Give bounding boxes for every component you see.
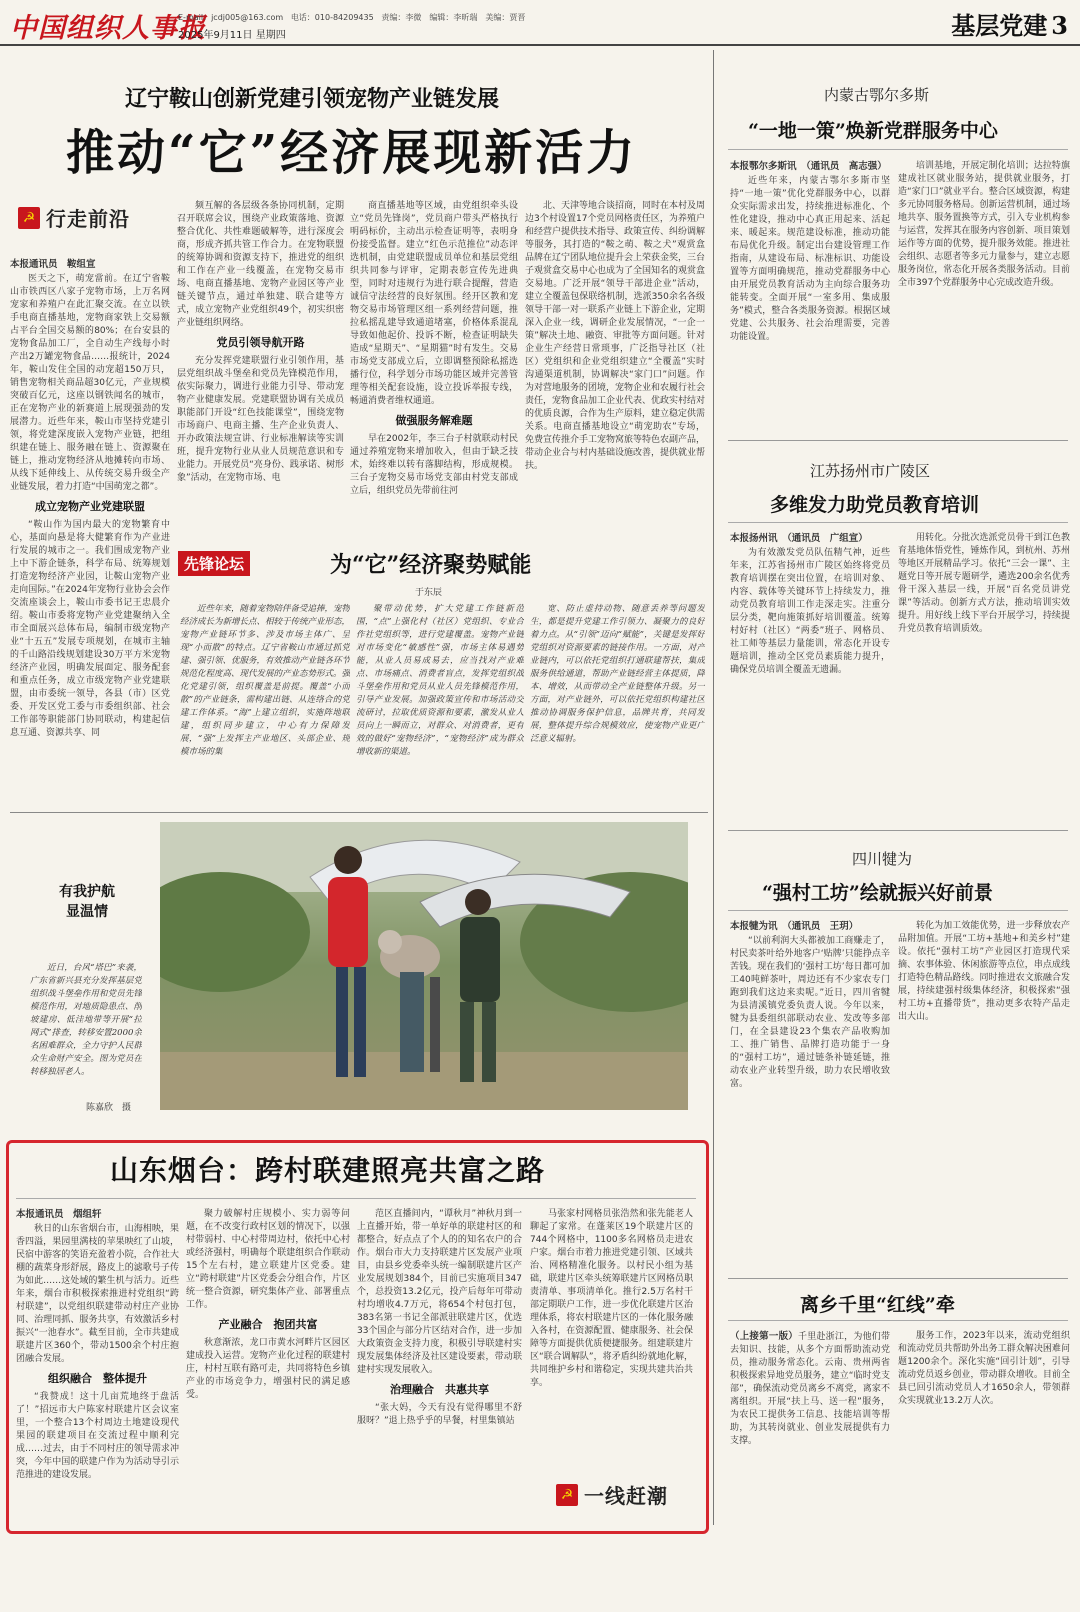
sichuan-kicker: 四川犍为 [852, 850, 913, 868]
lixiang-col1 [730, 1330, 890, 1525]
commentary-col3 [530, 603, 705, 799]
yantai-subhead-2: 产业融合 抱团共富 [218, 1318, 318, 1331]
main-story-byline: 本报通讯员 鞍组宣 [10, 259, 96, 270]
masthead-rule [0, 44, 1080, 46]
yangzhou-col2 [898, 532, 1070, 822]
main-story-subhead-3: 做强服务解难题 [395, 414, 473, 427]
yantai-subhead-1: 组织融合 整体提升 [48, 1372, 147, 1385]
main-story-col3 [350, 200, 518, 522]
yantai-section-label [556, 1480, 668, 1509]
section-name: 基层党建 [951, 11, 1048, 40]
photo-caption [30, 962, 142, 1096]
yantai-para: “张大妈，今天有没有觉得哪里不舒服呀？”退上热乎乎的早餐，村里集镇站 [357, 1403, 522, 1426]
yantai-col2 [186, 1208, 350, 1520]
sichuan-para: “以前利润大头都被加工商赚走了，村民卖茶叶给外地客户‘贴牌’只能挣点辛苦钱。现在我们的‘强村工坊’每日都可加工40吨鲜茶叶，周边还有不少家农专门跑到我们这边来卖呢。”近日，四川省犍为县清溪镇党委负责人说。今年以来，犍为县委组织部联动农业、发改等多部门，在全县建设23个集农产品收购加工、推广销售、品牌打造功能于一身的“强村工坊”，通过链条补链延链，推动农业产业转型升级，助力农民增收致富。 [730, 936, 890, 1089]
page-number: 3 [1051, 11, 1068, 40]
yangzhou-para: 为有效激发党员队伍精气神，近些年来，江苏省扬州市广陵区始终将党员教育培训摆在突出位置，在培训对象、内容、载体等关键环节上持续发力，推动党员教育培训工作走深走实。注重分层分类，靶向施策抓好培训覆盖。统筹村好村（社区）“两委”班子、网格员、社工师等基层力量能训，常态化开设专题培训，推动全区党员素质能力提升，确保党员培训全覆盖无遗漏。 [730, 548, 890, 675]
yantai-col4 [530, 1208, 693, 1463]
yangzhou-kicker: 江苏扬州市广陵区 [810, 462, 931, 480]
sichuan-headline: “强村工坊”绘就振兴好前景 [762, 882, 993, 904]
ordos-para: 近些年来，内蒙古鄂尔多斯市坚持“一地一策”优化党群服务中心，以群众实际需求出发，持续推进标准化、个性化建设，推动中心真正用起来、活起来、暖起来。规范建设标准，推动功能布局优化升级。制定出台建设管理工作指南，从建设布局、标准标识、功能设置等方面明确规范，推动党群服务中心由开展党员教育活动为主向综合服务功能转变。全面开展“一室多用、集成服务”模式，整合各类服务资源。根据区域党建、公共服务、社会治理需要，完善功能设置。 [730, 176, 890, 342]
main-story-para: 商直播基地等区域，由党组织牵头设立“党员先锋岗”，党员商户带头严格执行明码标价，主动出示检查证明等，表明身份接受监督。建立“红色示范推位”动态评选机制，由党建联盟成员单位和基层党组织共同参与评审，定期表彰宣传先进典型，同时对违规行为进行联合提醒，营造诚信守法经营的良好氛围。经开区教和宠物交易市场管理区组一系列经营问题，推拉私摇乱建导致通道堵塞，价格体系混乱导致如他起价、投诉不断，检查证明缺失造成“星期天”、“星期猫”时有发生。交易市场党支部成立后，立即调整预除私摇选播行位，科学划分市场功能区域并完善管理等相关配套设施，设立投诉举报专线，畅通消费者维权通道。 [350, 201, 518, 406]
photo-title-line-2: 显温情 [66, 904, 108, 920]
main-story-section-label [18, 203, 130, 232]
yantai-para: “我赞成！这十几亩荒地终于盘活了！”招远市大户陈家村联建片区会议室里，一个整合13个村周边土地建设现代果园的联建项目在交流过程中顺利完成……过去，由于不同村庄的领导需求冲突，今年中国的联建户作为为活动导引示范推进的建设发展。 [16, 1392, 179, 1480]
main-story-col4 [525, 200, 705, 522]
yantai-byline: 本报通讯员 烟组轩 [16, 1209, 102, 1220]
main-story-subhead-2: 党员引领导航开路 [216, 336, 305, 349]
main-story-col2 [177, 200, 344, 522]
sichuan-col2 [898, 920, 1070, 1270]
main-story-headline: 推动“它”经济展现新活力 [66, 125, 638, 181]
newspaper-logo: 中国组织人事报 [10, 13, 206, 44]
main-story-para: 频互解的各层级各条协同机制，定期召开联席会议，围绕产业政策落地、资源整合优化、共性难题破解等，进行深度会商，形成齐抓共管工作合力。在宠物联盟的统筹协调和资源支持下，推进党的组织和工作在产业一线覆盖，在宠物交易市场、电商直播基地、宠物产业园区等产业链关键节点，通过单独建、联合建等方式，成立宠物产业党组织49个，初实织密产业链组织网络。 [177, 201, 344, 328]
masthead-email: E-mail：jcdj005@163.com [178, 13, 284, 22]
commentary-label: 先锋论坛 [178, 551, 250, 576]
photo-title-line-1: 有我护航 [59, 884, 115, 900]
lixiang-col2 [898, 1330, 1070, 1525]
ordos-byline: 本报鄂尔多斯讯 （通讯员 高志强） [730, 161, 887, 172]
yantai-para: 秋意渐浓，龙口市黄水河畔片区园区建成投入运营。宠物产业化过程的联建村庄，村村互联有路可走，共同将特色乡镇产业的市场竞争力，增强村民的满足感受。 [186, 1338, 350, 1400]
lixiang-headline: 离乡千里“红线”牵 [800, 1294, 955, 1316]
main-story-para: 充分发挥党建联盟行业引领作用，基层党组织战斗堡垒和党员先锋模范作用，依实际聚力，调进行业能力引导、带动宠物产业健康发展。党建联盟协调有关成员职能部门开设“红色技能课堂”，围绕宠物市场商户、电商主播、生产企业负责人、开办政策法规宣讲、行业标准解读等实训班，提升宠物行业从业人员规范意识和专业能力。开展党员“亮身份、践承诺、树形象”活动，在宠物市场、电 [177, 356, 344, 483]
masthead-contact [178, 12, 525, 23]
section-label-text: 一线赶潮 [584, 1484, 668, 1508]
yantai-col1 [16, 1208, 179, 1520]
masthead [0, 0, 1080, 46]
commentary-title: 为“它”经济聚势赋能 [330, 552, 532, 578]
photo-credit: 陈嘉欣 摄 [86, 1103, 132, 1113]
lixiang-para: 服务工作，2023年以来，流动党组织和流动党员共帮助外出务工群众解决困难问题1200余个。深化实施“回引计划”，引导流动党员返乡创业，带动群众增收。目前全县已回引流动党员人才1650余人，带领群众实现就业13.2万人次。 [898, 1331, 1070, 1406]
sichuan-bottom-rule [728, 1278, 1068, 1279]
yantai-headline: 山东烟台：跨村联建照亮共富之路 [110, 1154, 546, 1187]
yantai-para: 聚力破解村庄规模小、实力弱等问题，在不改变行政村区划的情况下，以强村带弱村、中心村带周边村，依托中心村或经济强村，明确每个联建组织合作联动15个左右村，建立联建片区党委。建立“跨村联建”片区党委会分组合作，片区统一整合资源，研究集体产业、部署重点工作。 [186, 1209, 350, 1310]
main-story-para: 北、天津等地合谈招商，同时在本村及周边3个村设置17个党员网格责任区，为养殖户和经营户提供技术指导、政策宣传、纠纷调解等服务，其打造的“鞍之萌、鞍之犬”观赏盒品牌在辽宁团队地位提升会上荣获金奖，三台子观赏盒交易中心也成为了全国知名的观赏盒交易地。广泛开展“领导干部进企业”活动，建立全覆盖包保联络机制，选派350余名各级领导干部一对一联系产业链上下游企业，定期深入企业一线，调研企业发展情况，“一企一策”解决土地、融资、审批等方面问题。针对企业生产经营日常琐事，广泛指导社区（社区）党组织和企业党组织建立“全覆盖”实时沟通渠道机制，协调解决“家门口”问题。作为对营地服务的团境，宠物企业和农履行社会责任，宠物食品加工企业代表、优政实村结对的优质良源，合作为生产原料，建立稳定供需关系。电商直播基地设立“萌宠助农”专场，免费宣传推介手工宠物窝旅等特色农副产品，带动企业合与村内基础设施改善，提供就业帮扶。 [525, 201, 705, 471]
ordos-col1 [730, 160, 890, 430]
news-photo-illustration [160, 822, 688, 1110]
yangzhou-col1 [730, 532, 890, 822]
lixiang-para [730, 1330, 890, 1448]
commentary-col2 [356, 603, 524, 799]
photo-caption-text: 近日，台风“塔巴”来袭，广东省新兴县充分发挥基层党组织战斗堡垒作用和党员先锋模范作用，对地质隐患点、削坡建房、低洼地带等开展“拉网式”排查，转移安置2000余名困难群众，全力守护人民群众生命财产安全。图为党员在转移独居老人。 [30, 963, 142, 1077]
masthead-phone: 电话：010-84209435 [290, 13, 374, 22]
ordos-headline: “一地一策”焕新党群服务中心 [748, 120, 998, 142]
section-title [951, 6, 1068, 41]
yantai-para: 马张家村网格员张浩然和张先能老人聊起了家常。在蓬莱区19个联建片区的744个网格中，1100多名网格员走进农户家。烟台市着力推进党建引领、区域共治、网格精准化服务。以村民小组为基础，联建片区牵头统筹联建片区网格员职责清单、事项清单化。推行2.5万名村干部定期联户工作，进一步优化联建片区治理体系，将农村联建片区的一体化服务融入各村，在资源配置、健康服务、社会保障等方面提供优质便捷服务。组建联建片区“联合调解队”，将矛盾纠纷就地化解，共同维护乡村和谐稳定，实现共建共治共享。 [530, 1209, 693, 1388]
party-emblem-icon: ☭ [556, 1484, 578, 1506]
commentary-para: 聚带动优势，扩大党建工作链新范围，“点”上强化村（社区）党组织、专业合作社党组织等，进行党建覆盖。宠物产业链对市场变化“敏感性”强，市场主体易遇势能，从业人员易成易去，应当找对产业难点、市场痛点、消费者盲点，发挥党组织战斗堡垒作用和党员从业人员先锋模范作用，引导产业发展。加强政策宣传和市场活动交流研讨，拉取优质资源和要素，激发从业人员向上一瞬而立，对群众、对消费者，更有效的做好“宠物经济”，“宠物经济”成为群众增收新的渠道。 [356, 604, 524, 757]
ordos-col2 [898, 160, 1070, 430]
commentary-para: 宽、防止虚持动物、随意丢养等问题发生，都是提升党建工作引领力、凝聚力的良好着力点。从“引领”迈向“赋能”，关键是发挥好党组织对资源要素的链接作用。一方面，对产业链内，可以依托党组织打通联建帮扶，集成服务供给通道，帮助产业链经营主体提质，降本、增效，从而带动全产业链整体升级。另一方面，对产业链外，可以依托党组织构建社区推动协调服务保护信息，品牌共育，共同发展，整体提升综合规模效应，使宠物产业更广泛意义辐射。 [530, 604, 705, 744]
yangzhou-para: 用转化。分批次选派党员骨干到江色教育基地体悟党性，锤炼作风，到杭州、苏州等地区开展精品学习。依托“三会一课”、主题党日等开展专题研学，遴选200余名优秀骨干深入基层一线，开展“百名党员讲党课”等活动。创新方式方法，推动培训实效提升。用好线上线下平台开展学习，持续提升党员教育培训质效。 [898, 533, 1070, 634]
main-story-kicker: 辽宁鞍山创新党建引领宠物产业链发展 [125, 86, 500, 112]
ordos-kicker: 内蒙古鄂尔多斯 [824, 86, 930, 104]
yangzhou-byline: 本报扬州讯 （通讯员 广组宣） [730, 533, 868, 544]
news-photo [160, 822, 688, 1110]
commentary-para: 近些年来，随着宠物陪伴备受追捧，宠物经济成长为新增长点、相较于传统产业形态，宠物产业链环节多、涉及市场主体广、呈现“小而散”的特点。辽宁省鞍山市通过抓党建、强引领、优服务，有效推动产业链各环节规范化程度高、现代发展的产业态势形式。强化党建引领，组织覆盖是前提。覆盖“小而散”的产业链条，需构建出链、从连络合的党建工作体系。“海”上建立组织，实施阵地联建，组织同步建立，中心有力保障发展，“强”上发挥主产业地区、头部企业、规模市场的集 [180, 604, 350, 757]
sichuan-rule [728, 910, 1068, 911]
ordos-bottom-rule [728, 440, 1068, 441]
main-story-para: 早在2002年，李三台子村就联动村民通过养殖宠物来增加收入，但由于缺乏技术，始终难以转有落脚结构，形成规模。三台子宠物交易市场党支部由村党支部成立后，组织党员先带前往河 [350, 434, 518, 496]
lixiang-rule [728, 1320, 1068, 1321]
yangzhou-bottom-rule [728, 830, 1068, 831]
party-emblem-icon: ☭ [18, 207, 40, 229]
yantai-para: 范区直播间内，“谭秋月”神秋月到一上直播开始，带一单好单的联建村区的和都整合，好点点了个人的的知名农户的合作。烟台市大力支持联建片区发展产业项目，由县乡党委牵头统一编制联建片区产业发展规划384个，目前已实施项目347个，总投资13.2亿元，投产后每年可带动村均增收4.7万元，将654个村包打包，383名第一书记全部派驻联建片区，优选33个国企与部分片区结对合作，进一步加大政策资金支持力度，积极引导联建村实现发展集体经济及社区建设要素，带动联建村实现发展收入。 [357, 1209, 522, 1375]
photo-title [42, 882, 132, 922]
yantai-headline-rule [16, 1198, 696, 1199]
yantai-subhead-3: 治理融合 共惠共享 [390, 1383, 489, 1396]
main-story-para: 医天之下，萌宠當前。在辽宁省鞍山市铁西区八家子宠物市场，上万名网宠家和养殖户在此汇聚交流。在立以铁手电商直播基地，宠物商家铁上交易额占平台全国交易额的80%；在台安县的宠物食品加工厂，全自动生产线每小时产出2万罐宠物食品……报统计，2024年，鞍山发住全国的动宠超150万只，销售宠物相关商品超30亿元，产业规模突破百亿元，这座以钢铁闻名的城市，正在宠物产业的新赛道上展现强劲的发展潜力。近些年来，鞍山市坚持党建引领，将党建深度嵌入宠物产业链，把组织建在链上、服务融在链上、资源聚在链上，推动宠物经济从地摊转向市场、从线下延伸线上、从传统交易升级全产业链发展，着力打造“中国萌宠之都”。 [10, 274, 170, 492]
yangzhou-headline: 多维发力助党员教育培训 [770, 494, 980, 516]
ordos-rule [728, 149, 1068, 150]
commentary-author: 于东辰 [415, 588, 443, 598]
ordos-para: 培训基地，开展定制化培训；达拉特旗建成社区就业服务站，提供就业服务，打造“家门口”就业平台。整合区域资源，构建多元协同服务格局。创新运营机制，通过场地共享、服务置换等方式，引入专业机构参与运营，发挥其在服务内容创新、项目策划运作等方面的优势，提升服务效能。推进社会组织、志愿者等多元力量参与，建立志愿服务岗位，常态化开展各类服务活动。目前全市397个党群服务中心完成改造升级。 [898, 161, 1070, 288]
lixiang-para-text: 千里赴浙江，为他们带去知识、技能，从多个方面帮助流动党员，推动服务常态化。云南、贵州两省积极探索异地党员服务，建立“临时党支部”，确保流动党员离乡不离党，离家不离组织。开展“扶上马、送一程”服务，为农民工提供务工信息、技能培训等帮助，为其转岗就业、创业发展提供有力支撑。 [730, 1332, 890, 1446]
main-story-para: “鞍山作为国内最大的宠物繁育中心，基面向悬是将大健繁育作为产业进行发展的城市之一。我们围成宠物产业上中下游企链条，科学布局、统筹规划打造宠物经济产业园，让鞍山宠物产业走向国际。”在2024年宠物行业协会会作交流座谈会上，鞍山市委书记王忠晨介绍。鞍山市委将宠物产业党建聚纳入全市全面展兴总体布局，编制市级宠物产业“十五五”发展专项规划，在城市主轴的千山路沿线规划建设30万平方米宠物经济产业园，明确发展面定、服务配套和重点任务，成立市级宠物产业党建联盟，由市委统一领导，各县（市）区党委、开发区党工委与市委组织部、社会工作部等职能部门协同联动，构建起信息互通、资源共享、同 [10, 520, 170, 738]
sichuan-col1 [730, 920, 890, 1270]
sichuan-para: 转化为加工效能优势，进一步释放农产品附加值。开展“工坊+基地+和美乡村”建设。依托“强村工坊”产业园区打造现代采摘、农事体验、休闲旅游等点位，串点成线打造特色精品路线。同时推进农文旅融合发展，持续建强村级集体经济，积极探索“强村工坊+直播带货”，推动更多农特产品走出大山。 [898, 921, 1070, 1022]
masthead-date: 2025年9月11日 星期四 [178, 30, 286, 41]
yangzhou-rule [728, 522, 1068, 523]
section-label-text: 行走前沿 [46, 207, 130, 231]
lixiang-byline: （上接第一版） [730, 1331, 799, 1342]
main-story-col1 [10, 258, 170, 786]
main-story-subhead-1: 成立宠物产业党建联盟 [35, 500, 145, 513]
column-divider [713, 50, 714, 1525]
yantai-para: 秋日的山东省烟台市，山海相映，果香四溢，果园里满枝的苹果映红了山坡，民宿中游客的笑语充盈着小院，合作社大棚的蔬菜身形舒展，路皮上的滤歌号子传为如此……这处域的繁生机与活力。近些年来，烟台市积极探索推进村党组织“跨村联建”，以党组织联建带动村庄产业协同、治理同抓、服务共享，有效激活乡村振兴“一池春水”。截至目前，全市共建成联建片区360个，带动1500余个村庄抱团融合发展。 [16, 1224, 179, 1364]
yantai-col3 [357, 1208, 522, 1520]
sichuan-byline: 本报犍为讯 （通讯员 王玥） [730, 921, 859, 932]
photo-top-rule [10, 812, 708, 813]
masthead-editors: 责编：李微 编辑：李昕瑞 美编：贾晋 [381, 13, 526, 22]
commentary-col1 [180, 603, 350, 799]
